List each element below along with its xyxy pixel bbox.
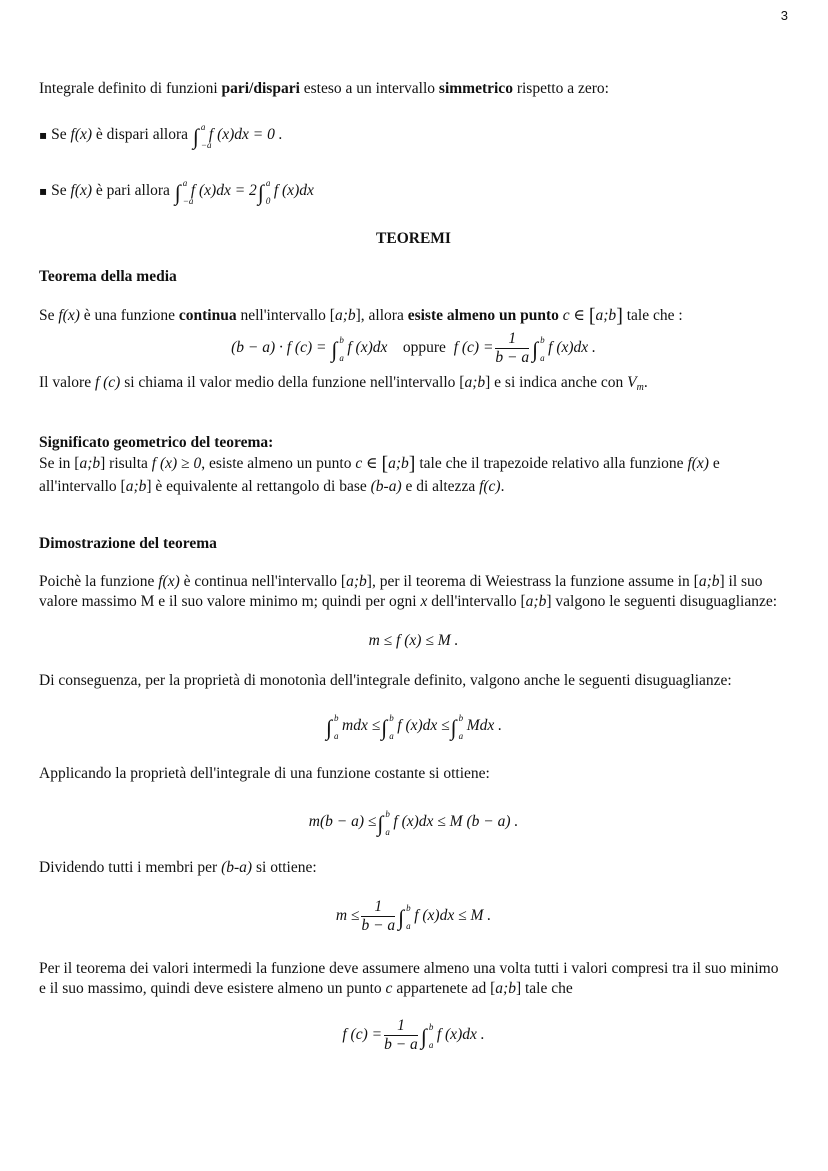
integral-sign: ∫ b a	[377, 809, 390, 837]
integral-sign: ∫ a −a	[174, 178, 194, 206]
fraction: $\frac{1}{b - a}$	[495, 330, 530, 366]
inequality-1: m ≤ f (x) ≤ M .	[368, 632, 459, 649]
theorem-equation: (b − a) · f (c) = ∫ b a f (x)dx oppure f (c) = $\frac{1}{b - a}$ ∫ b a f (x)dx .	[231, 330, 596, 366]
intro-paragraph: Integrale definito di funzioni pari/dispari esteso a un intervallo simmetrico rispetto a zero:	[39, 80, 609, 97]
proof-paragraph-3: Applicando la proprietà dell'integrale di una funzione costante si ottiene:	[39, 765, 490, 782]
bullet-icon: ▪	[39, 184, 48, 198]
bullet-odd: ▪ Se f(x) è dispari allora ∫ a −a f (x)dx = 0 .	[39, 122, 283, 150]
integral-sign: ∫ b a	[420, 1022, 434, 1051]
proof-paragraph-4: Dividendo tutti i membri per (b-a) si ottiene:	[39, 859, 317, 876]
bullet-even: ▪ Se f(x) è pari allora ∫ a −a f (x)dx = 2∫ a 0 f (x)dx	[39, 178, 314, 206]
geometric-line-1: Se in [a;b] risulta f (x) ≥ 0, esiste almeno un punto c ∈ [a;b] tale che il trapezoide relativo alla funzione f(x) e	[39, 453, 720, 475]
proof-title: Dimostrazione del teorema	[39, 535, 217, 552]
integral-sign: ∫ b a	[381, 713, 394, 741]
theorem-title: Teorema della media	[39, 268, 177, 285]
inequality-4: m ≤ $\frac{1}{b - a}$ ∫ b a f (x)dx ≤ M .	[335, 898, 492, 934]
proof-paragraph-5: Per il teorema dei valori intermedi la funzione deve assumere almeno una volta tutti i valori compresi tra il suo minimo e il suo massimo, quindi deve esistere almeno un punto c appartenete ad [a;b] tale che	[39, 960, 779, 997]
proof-paragraph-2: Di conseguenza, per la proprietà di monotonìa dell'integrale definito, valgono anche le seguenti disuguaglianze:	[39, 672, 732, 689]
fraction: $\frac{1}{b - a}$	[384, 1017, 418, 1053]
bullet-icon: ▪	[39, 128, 48, 142]
integral-sign: ∫ b a	[325, 713, 339, 741]
fraction: $\frac{1}{b - a}$	[361, 898, 396, 934]
inequality-2: ∫ b a mdx ≤∫ b a f (x)dx ≤∫ b a Mdx .	[325, 713, 502, 741]
geometric-title: Significato geometrico del teorema:	[39, 434, 274, 451]
inequality-3: m(b − a) ≤∫ b a f (x)dx ≤ M (b − a) .	[308, 809, 519, 837]
integral-sign: ∫ b a	[331, 335, 344, 364]
integral-sign: ∫ b a	[398, 903, 411, 932]
page-number: 3	[780, 8, 788, 23]
integral-sign: ∫ b a	[450, 713, 464, 741]
integral-sign: ∫ b a	[532, 335, 545, 364]
mean-value-sentence: Il valore f (c) si chiama il valor medio della funzione nell'intervallo [a;b] e si indica anche con $V_m$.	[39, 374, 648, 393]
theorem-statement: Se f(x) è una funzione continua nell'intervallo [a;b], allora esiste almeno un punto c ∈ [a;b] tale che :	[39, 305, 683, 327]
integral-sign: ∫ a −a	[192, 122, 212, 150]
proof-paragraph-1: Poichè la funzione f(x) è continua nell'intervallo [a;b], per il teorema di Weiestrass la funzione assume in [a;b] il suo valore massimo M e il suo valore minimo m; quindi per ogni x dell'intervallo [a;b] valgono le seguenti disuguaglianze:	[39, 573, 778, 610]
final-equation: f (c) = $\frac{1}{b - a}$ ∫ b a f (x)dx .	[342, 1017, 485, 1053]
geometric-line-2: all'intervallo [a;b] è equivalente al rettangolo di base (b-a) e di altezza f(c).	[39, 478, 505, 495]
section-heading: TEOREMI	[376, 230, 451, 247]
integral-sign: ∫ a 0	[257, 178, 271, 206]
